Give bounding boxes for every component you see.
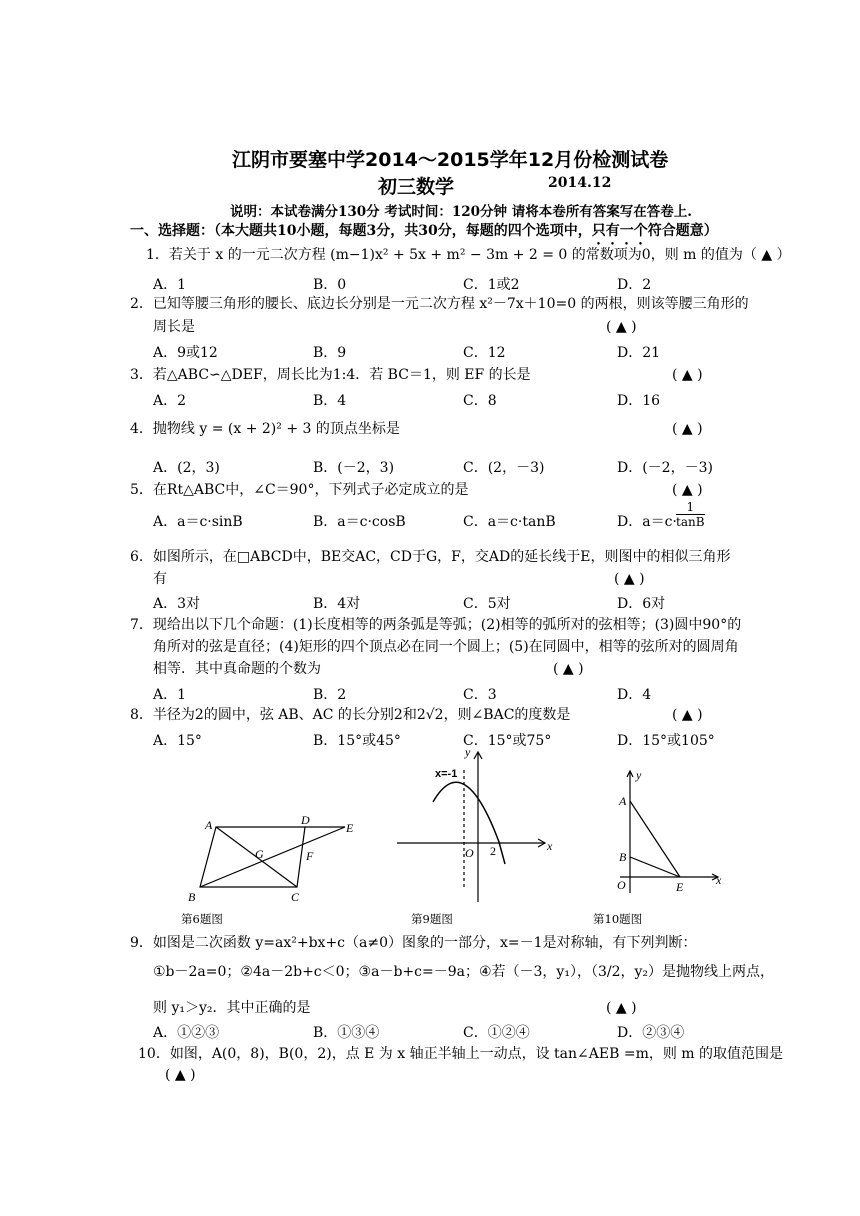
q7-stem-line3: 相等．其中真命题的个数为 <box>153 661 321 677</box>
fig10-label-a: A <box>619 794 627 808</box>
q7-stem-line2: 角所对的弦是直径；(4)矩形的四个顶点必在同一个圆上；(5)在同圆中，相等的弦所对的圆周角 <box>153 639 739 655</box>
q8-stem: 8．半径为2的圆中，弦 AB、AC 的长分别2和2√2，则∠BAC的度数是 <box>130 707 571 723</box>
q2-answer-mark: ( ▲ ) <box>606 319 637 335</box>
segment-ae <box>630 801 680 877</box>
fig9-label-y: y <box>465 745 471 759</box>
q3-option-d: D．16 <box>617 393 661 409</box>
q5-fraction-den: tanB <box>676 515 705 529</box>
q7-stem-line1: 7．现给出以下几个命题：(1)长度相等的两条弧是等弧；(2)相等的弧所对的弦相等；(3)圆中90°的 <box>130 617 742 633</box>
q8-option-a: A．15° <box>153 733 202 749</box>
q5-option-b: B．a＝c·cosB <box>313 514 406 530</box>
fig9-axis-label: x=-1 <box>435 768 458 780</box>
exam-note: 说明：本试卷满分130分 考试时间：120分钟 请将本卷所有答案写在答卷上. <box>230 204 692 220</box>
q4-option-c: C．(2，－3) <box>463 460 545 476</box>
q9-stem-line3: 则 y₁＞y₂．其中正确的是 <box>153 1000 311 1016</box>
q7-answer-mark: ( ▲ ) <box>553 661 584 677</box>
q6-option-c: C．5对 <box>463 596 511 612</box>
q10-stem: 10．如图，A(0，8)，B(0，2)，点 E 为 x 轴正半轴上一动点，设 tan∠AEB =m，则 m 的取值范围是 <box>138 1046 784 1062</box>
q1-stem: 1．若关于 x 的一元二次方程 (m−1)x² + 5x + m² − 3m + 2 = 0 的常数项为0，则 m 的值为（ ▲ ） <box>146 247 791 263</box>
figure-9-parabola <box>395 740 565 905</box>
q3-option-c: C．8 <box>463 393 497 409</box>
section-heading-b: 只有一个 <box>591 223 648 239</box>
fig10-label-y: y <box>636 768 642 782</box>
q8-option-b: B．15°或45° <box>313 733 401 749</box>
q7-option-a: A．1 <box>153 687 187 703</box>
q9-option-c: C．①②④ <box>463 1025 530 1041</box>
q6-stem-line1: 6．如图所示，在□ABCD中，BE交AC，CD于G，F，交AD的延长线于E，则图中的相似三角形 <box>130 549 731 565</box>
q6-option-d: D．6对 <box>617 596 666 612</box>
fig6-label-e: E <box>346 821 354 835</box>
fig6-label-a: A <box>205 818 213 832</box>
exam-title: 江阴市要塞中学2014～2015学年12月份检测试卷 <box>232 149 669 171</box>
fig10-label-x: x <box>716 873 722 887</box>
exam-subtitle: 初三数学 <box>378 176 455 198</box>
fig6-caption: 第6题图 <box>181 912 223 926</box>
q7-option-d: D．4 <box>617 687 652 703</box>
q4-stem: 4．抛物线 y = (x + 2)² + 3 的顶点坐标是 <box>130 421 400 437</box>
q1-option-a: A．1 <box>153 277 187 293</box>
q1-option-c: C．1或2 <box>463 277 520 293</box>
fig9-caption: 第9题图 <box>411 912 453 926</box>
q2-stem-line2: 周长是 <box>153 319 195 335</box>
fig10-caption: 第10题图 <box>593 912 643 926</box>
q4-answer-mark: ( ▲ ) <box>672 421 703 437</box>
q5-option-c: C．a＝c·tanB <box>463 514 556 530</box>
q6-stem-line2: 有 <box>153 571 167 587</box>
fig10-label-e: E <box>676 880 684 894</box>
q6-answer-mark: ( ▲ ) <box>614 571 645 587</box>
q3-stem: 3．若△ABC∽△DEF，周长比为1:4．若 BC＝1，则 EF 的长是 <box>130 367 531 383</box>
q3-option-b: B．4 <box>313 393 347 409</box>
q10-answer-mark: ( ▲ ) <box>165 1067 196 1083</box>
q7-option-b: B．2 <box>313 687 347 703</box>
q4-option-d: D．(－2，－3) <box>617 460 713 476</box>
q8-option-c: C．15°或75° <box>463 733 552 749</box>
fig6-label-g: G <box>255 847 264 861</box>
fig10-label-o: O <box>617 878 626 892</box>
q1-option-d: D．2 <box>617 277 652 293</box>
fig9-label-x: x <box>547 839 553 853</box>
figure-10-triangle <box>600 765 730 905</box>
q8-option-d: D．15°或105° <box>617 733 715 749</box>
q3-answer-mark: ( ▲ ) <box>672 367 703 383</box>
fig10-label-b: B <box>619 850 627 864</box>
q9-stem-line1: 9．如图是二次函数 y=ax²+bx+c（a≠0）图象的一部分，x=－1是对称轴，有下列判断： <box>130 935 697 951</box>
q5-option-a: A．a＝c·sinB <box>153 514 243 530</box>
section-heading-a: 一、选择题：（本大题共10小题，每题3分，共30分，每题的四个选项中， <box>130 223 592 239</box>
q5-answer-mark: ( ▲ ) <box>672 482 703 498</box>
section-heading-c: 符合题意） <box>647 223 718 239</box>
parallelogram-abcd <box>200 827 305 887</box>
fig6-label-f: F <box>306 849 314 863</box>
figure-6-parallelogram <box>180 812 370 912</box>
q9-option-b: B．①③④ <box>313 1025 380 1041</box>
q8-answer-mark: ( ▲ ) <box>672 707 703 723</box>
q2-stem-line1: 2．已知等腰三角形的腰长、底边长分别是一元二次方程 x²－7x＋10=0 的两根，则该等腰三角形的 <box>130 296 749 312</box>
q3-option-a: A．2 <box>153 393 187 409</box>
q9-option-a: A．①②③ <box>153 1025 220 1041</box>
exam-date: 2014.12 <box>548 175 612 191</box>
q6-option-a: A．3对 <box>153 596 201 612</box>
q7-option-c: C．3 <box>463 687 497 703</box>
q9-option-d: D．②③④ <box>617 1025 685 1041</box>
q4-option-a: A．(2，3) <box>153 460 220 476</box>
fig9-label-two: 2 <box>490 844 496 858</box>
q9-answer-mark: ( ▲ ) <box>606 1000 637 1016</box>
q4-option-b: B．(－2，3) <box>313 460 395 476</box>
fig6-label-c: C <box>291 890 300 904</box>
fig6-label-b: B <box>188 890 196 904</box>
segment-be <box>630 857 680 877</box>
q5-fraction <box>676 500 705 529</box>
fig6-label-d: D <box>301 813 310 827</box>
q2-option-c: C．12 <box>463 345 506 361</box>
q5-stem: 5．在Rt△ABC中，∠C＝90°，下列式子必定成立的是 <box>130 482 469 498</box>
q2-option-a: A．9或12 <box>153 345 218 361</box>
line-be <box>200 827 345 887</box>
section-heading <box>130 222 718 248</box>
q6-option-b: B．4对 <box>313 596 361 612</box>
q5-option-d: D．a＝c· <box>617 514 677 530</box>
fig9-label-o: O <box>465 846 474 860</box>
q9-stem-line2: ①b－2a=0；②4a－2b+c＜0；③a－b+c=－9a；④若（－3，y₁），（3/2，y₂）是抛物线上两点， <box>153 964 775 980</box>
q2-option-b: B．9 <box>313 345 347 361</box>
q2-option-d: D．21 <box>617 345 661 361</box>
q5-fraction-num: 1 <box>676 500 705 515</box>
q1-option-b: B．0 <box>313 277 347 293</box>
